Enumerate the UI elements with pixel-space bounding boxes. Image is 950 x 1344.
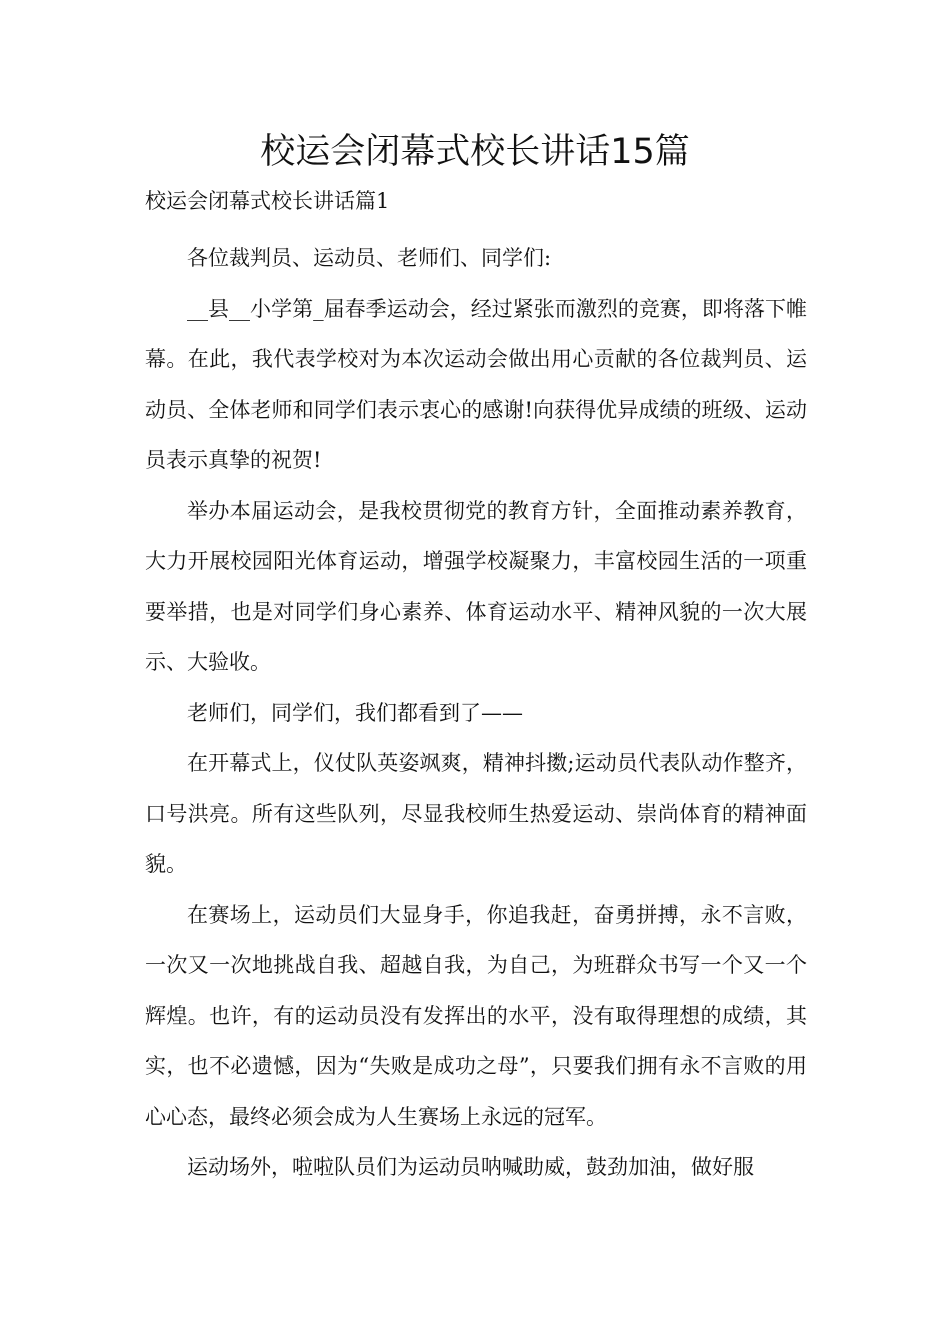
- paragraph-greeting: 各位裁判员、运动员、老师们、同学们:: [187, 246, 552, 270]
- paragraph: 举办本届运动会，是我校贯彻党的教育方针，全面推动素养教育，大力开展校园阳光体育运动，增强学校凝聚力，丰富校园生活的一项重要举措，也是对同学们身心素养、体育运动水平、精神风貌的一次大展示、大验收。: [145, 498, 807, 674]
- paragraph: __县__小学第_届春季运动会，经过紧张而激烈的竞赛，即将落下帷幕。在此，我代表学校对为本次运动会做出用心贡献的各位裁判员、运动员、全体老师和同学们表示衷心的感谢!向获得优异成绩的班级、运动员表示真挚的祝贺!: [145, 296, 807, 472]
- section-heading: 校运会闭幕式校长讲话篇1: [145, 189, 390, 213]
- document-title: 校运会闭幕式校长讲话15篇: [260, 132, 690, 172]
- document-body: [145, 233, 807, 1193]
- paragraph: 在开幕式上，仪仗队英姿飒爽，精神抖擞;运动员代表队动作整齐，口号洪亮。所有这些队列，尽显我校师生热爱运动、崇尚体育的精神面貌。: [145, 751, 807, 876]
- paragraph: 运动场外，啦啦队员们为运动员呐喊助威，鼓劲加油，做好服: [187, 1155, 754, 1179]
- paragraph: 老师们，同学们，我们都看到了——: [187, 700, 523, 725]
- paragraph: 在赛场上，运动员们大显身手，你追我赶，奋勇拼搏，永不言败，一次又一次地挑战自我、超越自我，为自己，为班群众书写一个又一个辉煌。也许，有的运动员没有发挥出的水平，没有取得理想的成绩，其实，也不必遗憾，因为“失败是成功之母”，只要我们拥有永不言败的用心心态，最终必须会成为人生赛场上永远的冠军。: [145, 902, 807, 1129]
